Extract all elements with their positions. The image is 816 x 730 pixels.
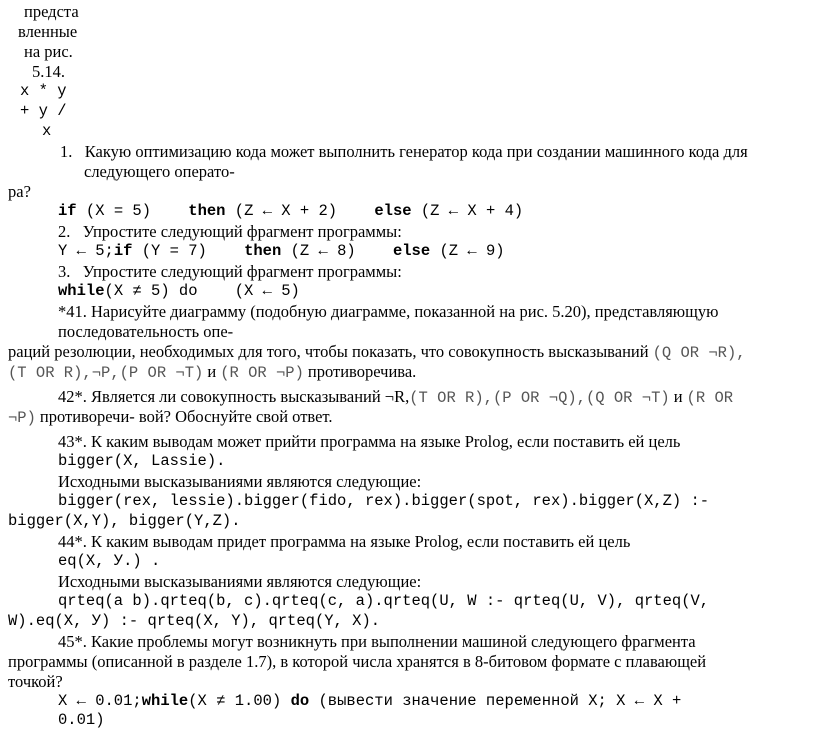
header-code-line: x [42,122,52,140]
question-42-line [58,389,733,407]
keyword-while: while [141,692,189,710]
question-2-text: 2. Упростите следующий фрагмент программы: [58,222,402,241]
keyword-else: else [374,202,412,220]
header-code-line: + y / [20,102,67,120]
question-41-text: *41. Нарисуйте диаграмму (подобную диаграмме, показанной на рис. 5.20), представляющую [58,302,719,321]
question-42-code: (T OR R),(P OR ¬Q),(Q OR ¬T) [409,389,670,407]
question-41-line [8,364,416,382]
question-43-code: bigger(X, Lassie). [58,452,226,470]
question-41-code: (T OR R),¬P,(P OR ¬T) [8,364,204,382]
question-1-code [58,204,523,220]
question-2-code [58,244,505,260]
keyword-then: then [244,242,282,260]
header-text-line: вленные [18,22,78,41]
keyword-do: do [290,692,310,710]
question-45-text: точкой? [8,672,63,691]
keyword-if: if [58,202,77,220]
code-prefix: Y ← 5; [58,242,114,260]
question-41-line [8,344,746,362]
question-41-text: раций резолюции, необходимых для того, чтобы показать, что совокупность высказываний [8,342,649,361]
code-condition: (X ≠ 5) do [104,282,198,300]
question-44-code: W).eq(X, У) :- qrteq(X, Y), qrteq(Y, X). [8,612,381,630]
question-43-code: bigger(rex, lessie).bigger(fido, rex).bigger(spot, rex).bigger(X,Z) :- [58,492,710,510]
code-else-part: (Z ← X + 4) [420,202,524,220]
question-42-line [8,409,333,427]
question-42-text: 42*. Является ли совокупность высказываний ¬R, [58,387,410,406]
question-44-text: 44*. К каким выводам придет программа на языке Prolog, если поставить ей цель [58,532,631,551]
question-42-code: ¬P) [8,409,36,427]
question-42-text: и [673,387,683,406]
question-45-code: 0.01) [58,711,105,729]
code-body: (X ← 5) [234,282,300,300]
keyword-if: if [113,242,133,260]
header-code-line: x * y [20,82,67,100]
code-condition: (X ≠ 1.00) [188,692,282,710]
question-43-text: 43*. К каким выводам может прийти программа на языке Prolog, если поставить ей цель [58,432,681,451]
question-3-code [58,284,300,300]
question-45-text: 45*. Какие проблемы могут возникнуть при выполнении машиной следующего фрагмента [58,632,696,651]
question-43-code: bigger(X,Y), bigger(Y,Z). [8,512,241,530]
question-44-text: Исходными высказываниями являются следующие: [58,572,422,591]
header-text-line: на рис. [24,42,73,61]
code-then-part: (Z ← X + 2) [234,202,338,220]
question-41-text: противоречива. [307,362,417,381]
keyword-else: else [392,242,431,260]
code-body: (вывести значение переменной X; X ← X + [318,692,682,710]
question-43-text: Исходными высказываниями являются следующие: [58,472,422,491]
question-41-text: последовательность опе- [58,322,234,341]
keyword-then: then [188,202,226,220]
question-42-text: противоречи- вой? Обоснуйте свой ответ. [39,407,333,426]
code-condition: (X = 5) [85,202,152,220]
code-condition: (Y = 7) [141,242,207,260]
question-44-code: eq(X, У.) . [58,552,161,570]
question-44-code: qrteq(a b).qrteq(b, c).qrteq(c, a).qrteq(U, W :- qrteq(U, V), qrteq(V, [58,592,710,610]
question-45-text: программы (описанной в разделе 1.7), в которой числа хранятся в 8-битовом формате с плавающей [8,652,707,671]
code-then-part: (Z ← 8) [290,242,356,260]
code-prefix: X ← 0.01; [58,692,142,710]
question-1-text: 1. Какую оптимизацию кода может выполнить генератор кода при создании машинного кода для [60,142,748,161]
question-41-text: и [207,362,217,381]
question-45-code [58,694,681,710]
question-3-text: 3. Упростите следующий фрагмент программы: [58,262,402,281]
code-else-part: (Z ← 9) [439,242,505,260]
question-42-code: (R OR [686,389,734,407]
question-1-text: следующего операто- [84,162,235,181]
header-text-line: 5.14. [32,62,65,81]
question-41-code: (Q OR ¬R), [652,344,746,362]
header-text-line: предста [24,2,79,21]
question-1-text: ра? [8,182,31,201]
question-41-code: (R OR ¬P) [220,364,304,382]
keyword-while: while [58,282,105,300]
